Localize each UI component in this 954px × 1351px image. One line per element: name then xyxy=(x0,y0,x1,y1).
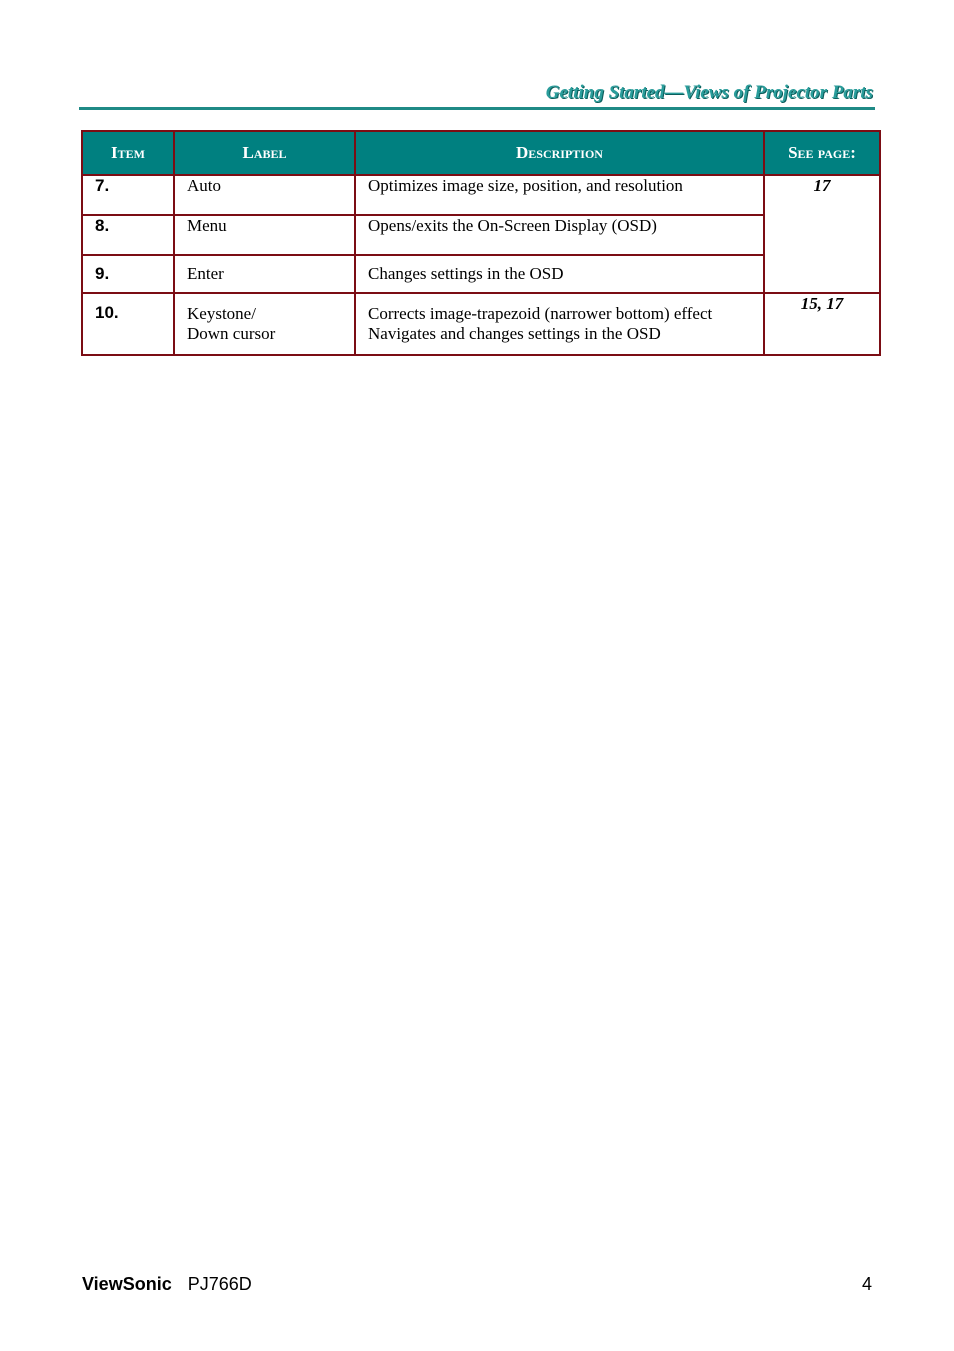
item-number: 8. xyxy=(82,215,174,255)
table-header-row xyxy=(82,131,880,175)
column-header-label: Label xyxy=(174,131,355,175)
footer xyxy=(82,1274,252,1295)
item-label: Menu xyxy=(174,215,355,255)
footer-brand: ViewSonic xyxy=(82,1274,172,1294)
item-description-line: Navigates and changes settings in the OSD xyxy=(368,324,661,343)
item-description xyxy=(355,293,764,355)
item-label xyxy=(174,293,355,355)
column-header-description: Description xyxy=(355,131,764,175)
page-header-title: Getting Started—Views of Projector Parts xyxy=(545,82,873,103)
table-row xyxy=(82,293,880,355)
item-label-line: Keystone/ xyxy=(187,304,256,323)
page-number: 4 xyxy=(861,1274,872,1294)
column-header-item: Item xyxy=(82,131,174,175)
item-description: Changes settings in the OSD xyxy=(355,255,764,293)
item-description: Opens/exits the On-Screen Display (OSD) xyxy=(355,215,764,255)
item-number: 10. xyxy=(82,293,174,355)
item-label-line: Down cursor xyxy=(187,324,276,343)
see-page-ref: 15, 17 xyxy=(764,293,880,355)
footer-model: PJ766D xyxy=(187,1274,252,1294)
table-row xyxy=(82,175,880,215)
item-description: Optimizes image size, position, and resolution xyxy=(355,175,764,215)
header-rule xyxy=(79,107,875,110)
table-row xyxy=(82,215,880,255)
projector-parts-table xyxy=(81,130,881,356)
item-number: 9. xyxy=(82,255,174,293)
item-description-line: Corrects image-trapezoid (narrower bottom) effect xyxy=(368,304,713,323)
item-label: Auto xyxy=(174,175,355,215)
see-page-ref: 17 xyxy=(764,175,880,293)
item-label: Enter xyxy=(174,255,355,293)
item-number: 7. xyxy=(82,175,174,215)
column-header-see-page: See page: xyxy=(764,131,880,175)
table-row xyxy=(82,255,880,293)
